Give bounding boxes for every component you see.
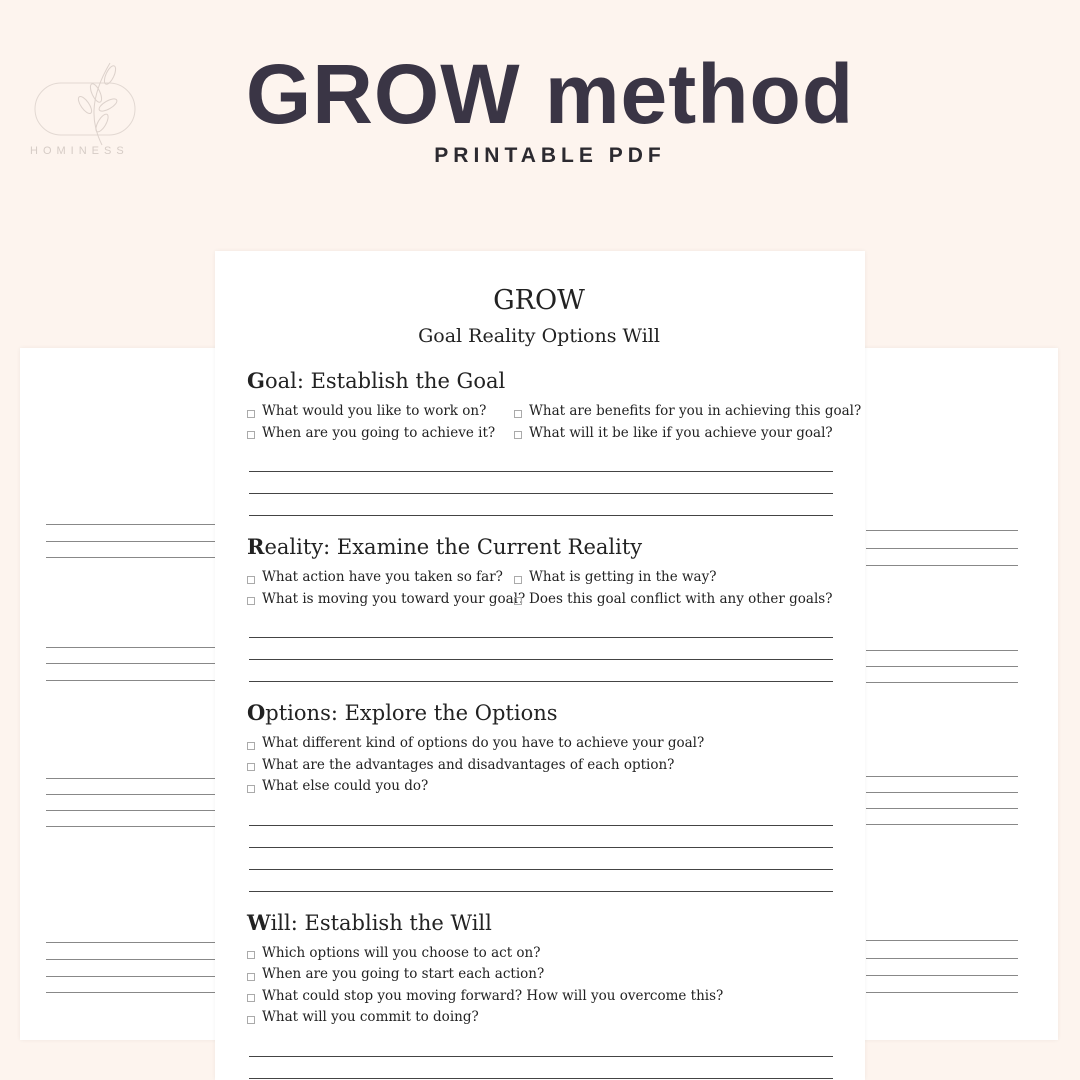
section-reality-heading bbox=[247, 533, 831, 561]
question-text: What different kind of options do you have to achieve your goal? bbox=[262, 735, 705, 751]
checklist-item[interactable] bbox=[247, 401, 514, 423]
checkbox-icon bbox=[514, 431, 522, 439]
heading-text: ptions: Explore the Options bbox=[265, 701, 558, 725]
question-text: What are benefits for you in achieving this goal? bbox=[529, 403, 862, 419]
reality-questions bbox=[247, 567, 831, 610]
worksheet-title: GROW bbox=[493, 285, 585, 316]
checklist-item[interactable] bbox=[247, 589, 526, 611]
answer-lines bbox=[249, 1035, 833, 1079]
answer-line bbox=[866, 530, 1018, 531]
section-options-heading bbox=[247, 699, 831, 727]
question-text: What is getting in the way? bbox=[529, 569, 717, 585]
answer-line bbox=[866, 992, 1018, 993]
options-questions bbox=[247, 733, 831, 798]
question-text: What will it be like if you achieve your goal? bbox=[529, 424, 833, 441]
answer-line bbox=[46, 778, 216, 779]
answer-line bbox=[866, 776, 1018, 777]
answer-line bbox=[46, 826, 216, 827]
checklist-item[interactable] bbox=[247, 567, 514, 589]
question-text: Which options will you choose to act on? bbox=[262, 944, 541, 961]
checklist-item[interactable] bbox=[247, 943, 831, 965]
checkbox-icon bbox=[514, 576, 522, 584]
answer-line bbox=[46, 541, 216, 542]
answer-line bbox=[866, 808, 1018, 809]
checklist-item[interactable] bbox=[247, 733, 831, 755]
checkbox-icon bbox=[247, 1016, 255, 1024]
checkbox-icon bbox=[247, 994, 255, 1002]
checkbox-icon bbox=[247, 431, 255, 439]
question-text: When are you going to start each action? bbox=[262, 966, 545, 982]
answer-line bbox=[46, 794, 216, 795]
checkbox-icon bbox=[247, 763, 255, 771]
section-will-heading bbox=[247, 909, 831, 937]
answer-line bbox=[866, 548, 1018, 549]
answer-line bbox=[46, 992, 216, 993]
main-title: GROW method bbox=[245, 47, 855, 141]
goal-questions bbox=[247, 401, 862, 444]
worksheet-preview-left bbox=[20, 348, 220, 1040]
checkbox-icon bbox=[247, 576, 255, 584]
checklist-item[interactable] bbox=[247, 776, 831, 798]
answer-line bbox=[46, 647, 216, 648]
answer-line bbox=[866, 682, 1018, 683]
checklist-item[interactable] bbox=[247, 964, 831, 986]
logo-text: HOMINESS bbox=[30, 145, 129, 157]
checklist-item[interactable] bbox=[247, 755, 831, 777]
checkbox-icon bbox=[247, 951, 255, 959]
answer-lines bbox=[249, 616, 833, 682]
main-subtitle: PRINTABLE PDF bbox=[434, 144, 666, 167]
answer-line bbox=[46, 680, 216, 681]
section-goal-heading bbox=[247, 367, 831, 395]
checkbox-icon bbox=[247, 973, 255, 981]
checkbox-icon bbox=[247, 785, 255, 793]
heading-initial: O bbox=[247, 700, 266, 725]
question-text: When are you going to achieve it? bbox=[262, 424, 496, 441]
heading-initial: G bbox=[247, 368, 265, 393]
answer-line bbox=[866, 824, 1018, 825]
answer-lines bbox=[249, 450, 833, 516]
answer-line bbox=[46, 810, 216, 811]
checkbox-icon bbox=[514, 410, 522, 418]
heading-initial: R bbox=[247, 534, 265, 559]
checklist-item[interactable] bbox=[247, 986, 831, 1008]
heading-text: eality: Examine the Current Reality bbox=[264, 535, 643, 559]
answer-line bbox=[866, 666, 1018, 667]
worksheet-subtitle: Goal Reality Options Will bbox=[418, 325, 660, 347]
question-text: What would you like to work on? bbox=[262, 403, 487, 419]
answer-line bbox=[866, 792, 1018, 793]
checklist-item[interactable] bbox=[247, 1007, 831, 1029]
answer-line bbox=[46, 976, 216, 977]
question-text: What else could you do? bbox=[262, 778, 429, 794]
answer-line bbox=[46, 557, 216, 558]
checkbox-icon bbox=[514, 597, 522, 605]
answer-line bbox=[866, 958, 1018, 959]
answer-line bbox=[46, 663, 216, 664]
answer-lines bbox=[249, 804, 833, 892]
will-questions bbox=[247, 943, 831, 1029]
answer-line bbox=[46, 942, 216, 943]
checkbox-icon bbox=[247, 410, 255, 418]
checklist-item[interactable] bbox=[514, 401, 861, 423]
answer-line bbox=[866, 975, 1018, 976]
checkbox-icon bbox=[247, 597, 255, 605]
heading-initial: W bbox=[247, 909, 271, 935]
question-text: What is moving you toward your goal? bbox=[262, 590, 526, 607]
answer-line bbox=[866, 650, 1018, 651]
checklist-item[interactable] bbox=[247, 423, 514, 445]
heading-text: oal: Establish the Goal bbox=[264, 369, 506, 393]
checkbox-icon bbox=[247, 742, 255, 750]
question-text: What will you commit to doing? bbox=[262, 1009, 479, 1025]
question-text: What are the advantages and disadvantages of each option? bbox=[262, 756, 675, 773]
answer-line bbox=[46, 959, 216, 960]
heading-text: ill: Establish the Will bbox=[270, 910, 492, 935]
answer-line bbox=[46, 524, 216, 525]
question-text: Does this goal conflict with any other goals? bbox=[529, 590, 833, 607]
question-text: What action have you taken so far? bbox=[262, 569, 503, 585]
question-text: What could stop you moving forward? How will you overcome this? bbox=[262, 987, 724, 1004]
checklist-item[interactable] bbox=[514, 423, 861, 445]
checklist-item[interactable] bbox=[514, 589, 832, 611]
worksheet-preview-right bbox=[860, 348, 1058, 1040]
answer-line bbox=[866, 940, 1018, 941]
worksheet-preview-front bbox=[215, 251, 865, 1080]
answer-line bbox=[866, 565, 1018, 566]
checklist-item[interactable] bbox=[514, 567, 832, 589]
